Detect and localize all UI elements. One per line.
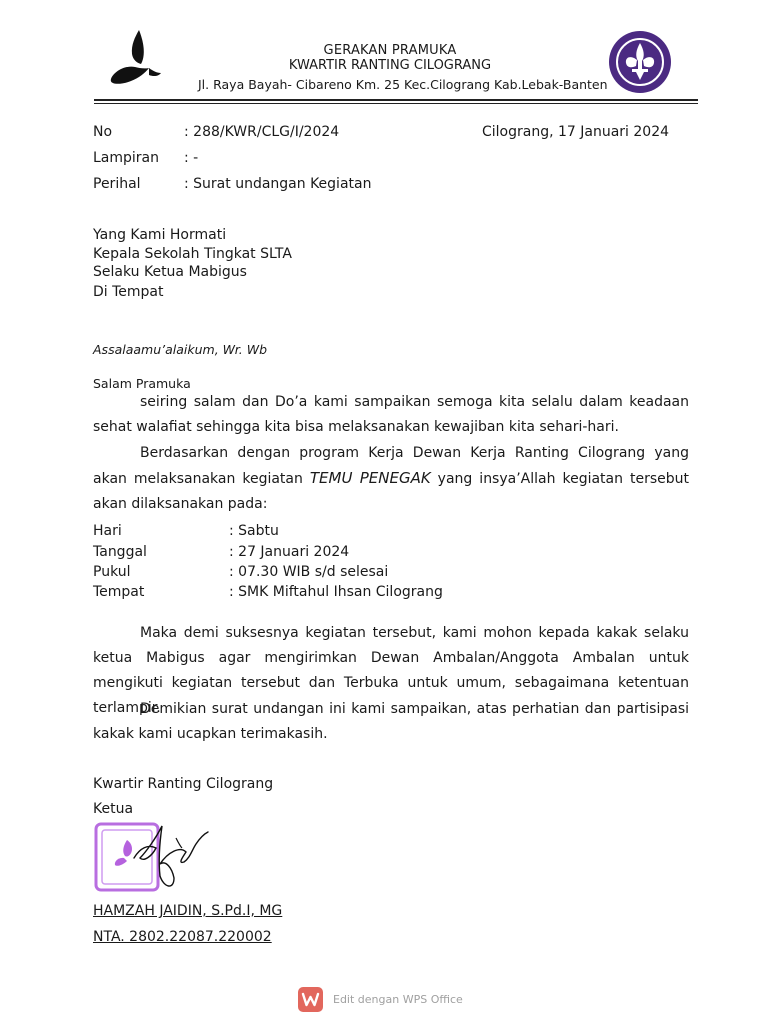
paragraph-opening: seiring salam dan Do’a kami sampaikan semoga kita selalu dalam keadaan sehat walafiat sehingga kita bisa melaksanakan kewajiban kita sehari-hari. — [93, 394, 689, 435]
signatory-name: HAMZAH JAIDIN, S.Pd.I, MG — [93, 903, 283, 919]
detail-label-hari: Hari — [93, 523, 122, 539]
recipient-line-3: Selaku Ketua Mabigus — [93, 264, 247, 280]
paragraph-program — [93, 441, 689, 517]
signature-org: Kwartir Ranting Cilograng — [93, 776, 274, 792]
perihal-label: Perihal — [93, 176, 141, 192]
perihal-value: : Surat undangan Kegiatan — [184, 176, 372, 192]
greeting: Assalaamu’alaikum, Wr. Wb — [93, 342, 268, 357]
handwritten-signature — [126, 818, 212, 894]
paragraph-program-after: yang insya’Allah kegiatan tersebut akan dilaksanakan pada: — [93, 471, 689, 512]
recipient-line-2: Kepala Sekolah Tingkat SLTA — [93, 246, 292, 262]
letterhead-org: GERAKAN PRAMUKA — [323, 43, 457, 58]
no-label: No — [93, 124, 113, 140]
paragraph-program-before: Berdasarkan dengan program Kerja Dewan Kerja Ranting Cilograng yang akan melaksanakan kegiatan — [93, 445, 689, 487]
no-value: : 288/KWR/CLG/I/2024 — [184, 124, 340, 140]
letterhead-rule — [94, 99, 698, 101]
paragraph-request: Maka demi suksesnya kegiatan tersebut, kami mohon kepada kakak selaku ketua Mabigus agar mengirimkan Dewan Ambalan/Anggota Ambalan untuk mengikuti kegiatan tersebut dan Terbuka untuk umum, sebagaimana ketentuan terlampir. — [93, 625, 689, 716]
detail-value-tanggal: : 27 Januari 2024 — [229, 544, 350, 560]
letterhead-unit: KWARTIR RANTING CILOGRANG — [288, 58, 492, 73]
detail-value-pukul: : 07.30 WIB s/d selesai — [229, 564, 389, 580]
detail-value-hari: : Sabtu — [229, 523, 279, 539]
letterhead-rule-thin — [94, 103, 698, 104]
signatory-nta: NTA. 2802.22087.220002 — [93, 929, 272, 945]
scout-emblem-icon — [608, 30, 672, 94]
recipient-line-4: Di Tempat — [93, 284, 164, 300]
wps-edit-link[interactable]: Edit dengan WPS Office — [333, 993, 463, 1006]
lampiran-value: : - — [184, 150, 199, 166]
paragraph-closing: Demikian surat undangan ini kami sampaikan, atas perhatian dan partisipasi kakak kami ucapkan terimakasih. — [93, 701, 689, 742]
tunas-kelapa-logo — [105, 27, 165, 89]
event-name: TEMU PENEGAK — [309, 469, 431, 487]
place-date: Cilograng, 17 Januari 2024 — [482, 124, 670, 140]
salam-pramuka: Salam Pramuka — [93, 376, 191, 391]
lampiran-label: Lampiran — [93, 150, 160, 166]
letterhead-address: Jl. Raya Bayah- Cibareno Km. 25 Kec.Cilograng Kab.Lebak-Banten — [198, 77, 608, 92]
detail-label-tanggal: Tanggal — [93, 544, 147, 560]
detail-label-pukul: Pukul — [93, 564, 131, 580]
detail-label-tempat: Tempat — [93, 584, 145, 600]
signature-role: Ketua — [93, 801, 134, 817]
recipient-line-1: Yang Kami Hormati — [93, 227, 227, 243]
wps-office-icon[interactable] — [298, 987, 323, 1012]
detail-value-tempat: : SMK Miftahul Ihsan Cilograng — [229, 584, 443, 600]
